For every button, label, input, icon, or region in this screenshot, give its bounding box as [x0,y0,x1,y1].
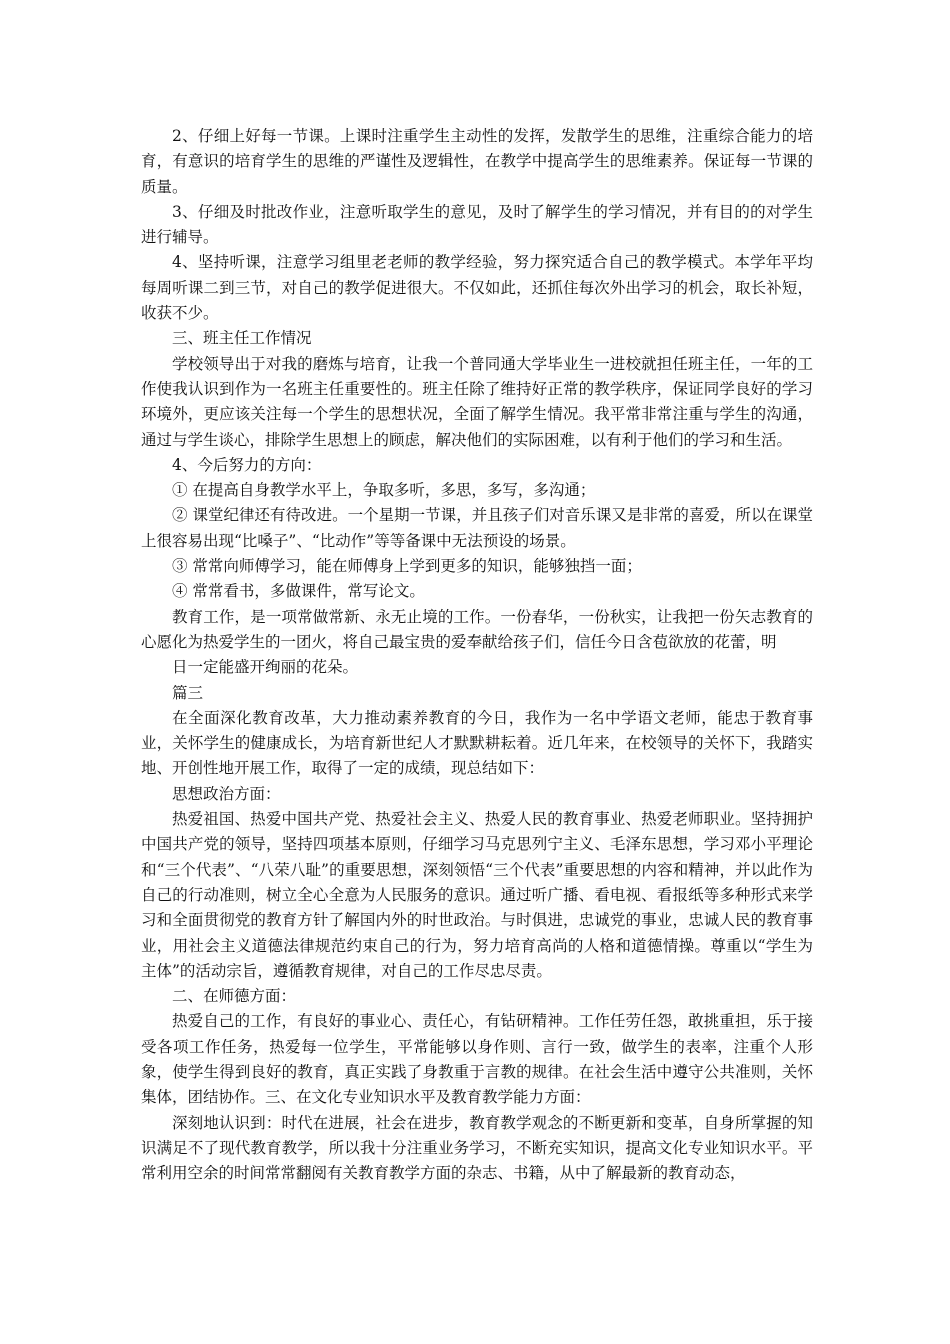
section-heading-part-three: 篇三 [172,683,204,702]
section-heading-future-direction: 4、今后努力的方向： [172,455,322,474]
section-heading-ethics: 二、在师德方面： [172,987,297,1006]
document-body [141,124,813,1186]
section-heading-political: 思想政治方面： [172,784,281,803]
paragraph-head-teacher: 学校领导出于对我的磨炼与培育，让我一个普同通大学毕业生一进校就担任班主任，一年的工作使我认识到作为一名班主任重要性的。班主任除了维持好正常的教学秩序，保证同学良好的学习环境外，更应该关注每一个学生的思想状况，全面了解学生情况。我平常非常注重与学生的沟通，通过与学生谈心，排除学生思想上的顾虑，解决他们的实际困难，以有利于他们的学习和生活。 [141,354,813,449]
paragraph-professional: 深刻地认识到：时代在进展，社会在进步，教育教学观念的不断更新和变革，自身所掌握的知识满足不了现代教育教学，所以我十分注重业务学习，不断充实知识，提高文化专业知识水平。平常利用空余的时间常常翻阅有关教育教学方面的杂志、书籍，从中了解最新的教育动态， [141,1113,813,1183]
paragraph-political: 热爱祖国、热爱中国共产党、热爱社会主义、热爱人民的教育事业、热爱老师职业。坚持拥护中国共产党的领导，坚持四项基本原则，仔细学习马克思列宁主义、毛泽东思想，学习邓小平理论和“三个代表”、“八荣八耻”的重要思想，深刻领悟“三个代表”重要思想的内容和精神，并以此作为自己的行动准则，树立全心全意为人民服务的意识。通过听广播、看电视、看报纸等多种形式来学习和全面贯彻党的教育方针了解国内外的时世政治。与时俱进，忠诚党的事业，忠诚人民的教育事业，用社会主义道德法律规范约束自己的行为，努力培育高尚的人格和道德情操。尊重以“学生为主体”的活动宗旨，遵循教育规律，对自己的工作尽忠尽责。 [141,810,813,980]
paragraph-education-work-continued: 日一定能盛开绚丽的花朵。 [172,658,359,677]
list-item-3: ③ 常常向师傅学习，能在师傅身上学到更多的知识，能够独挡一面； [172,557,642,576]
list-item-4: ④ 常常看书，多做课件，常写论文。 [172,582,425,601]
paragraph-education-work: 教育工作，是一项常做常新、永无止境的工作。一份春华，一份秋实，让我把一份矢志教育的心愿化为热爱学生的一团火，将自己最宝贵的爱奉献给孩子们，信任今日含苞欲放的花蕾，明 [141,607,813,651]
paragraph-item-3: 3、仔细及时批改作业，注意听取学生的意见，及时了解学生的学习情况，并有目的的对学生进行辅导。 [141,202,813,247]
paragraph-item-4: 4、坚持听课，注意学习组里老老师的教学经验，努力探究适合自己的教学模式。本学年平均每周听课二到三节，对自己的教学促进很大。不仅如此，还抓住每次外出学习的机会，取长补短，收获不少。 [141,253,813,323]
paragraph-ethics: 热爱自己的工作，有良好的事业心、责任心，有钻研精神。工作任劳任怨，敢挑重担，乐于接受各项工作任务，热爱每一位学生，平常能够以身作则、言行一致，做学生的表率，注重个人形象，使学生得到良好的教育，真正实践了身教重于言教的规律。在社会生活中遵守公共准则，关怀集体，团结协作。三、在文化专业知识水平及教育教学能力方面： [141,1012,813,1107]
paragraph-intro: 在全面深化教育改革，大力推动素养教育的今日，我作为一名中学语文老师，能忠于教育事业，关怀学生的健康成长，为培育新世纪人才默默耕耘着。近几年来，在校领导的关怀下，我踏实地、开创性地开展工作，取得了一定的成绩，现总结如下： [141,708,813,778]
list-item-2: ② 课堂纪律还有待改进。一个星期一节课，并且孩子们对音乐课又是非常的喜爱，所以在课堂上很容易出现“比嗓子”、“比动作”等等备课中无法预设的场景。 [141,506,813,550]
section-heading-head-teacher: 三、班主任工作情况 [172,329,312,348]
paragraph-item-2: 2、仔细上好每一节课。上课时注重学生主动性的发挥，发散学生的思维，注重综合能力的培育，有意识的培育学生的思维的严谨性及逻辑性，在教学中提高学生的思维素养。保证每一节课的质量。 [141,127,813,196]
list-item-1: ① 在提高自身教学水平上，争取多听，多思，多写，多沟通； [172,481,596,500]
